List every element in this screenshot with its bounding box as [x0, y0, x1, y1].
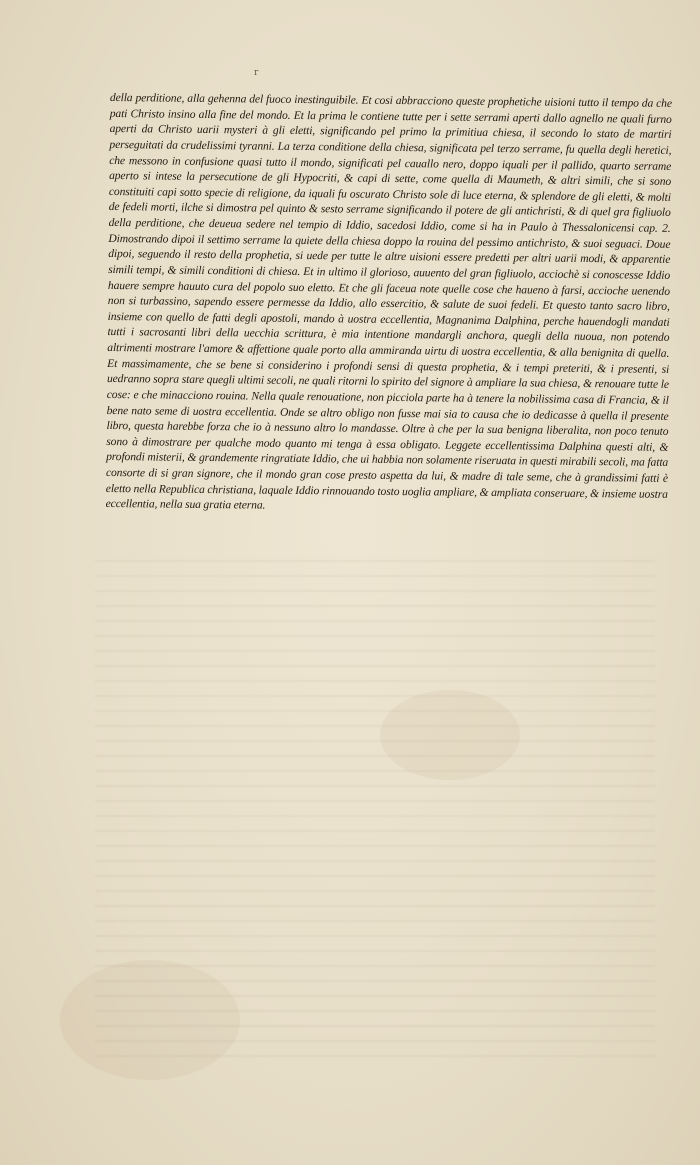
show-through-bleed: [95, 560, 655, 1060]
body-text: della perditione, alla gehenna del fuoco inestinguibile. Et cosi abbracciono queste prophetiche uisioni tutto il tempo da che pati Christo insino alla fine del mondo. Et la prima le contiene tutte per i sette serrami aperti dallo agnello ne quali furno aperti da Christo uarii mysteri à gli eletti, significando pel primo la primitiua chiesa, il secondo lo stato de martiri perseguitati da crudelissimi tyranni. La terza conditione della chiesa, significata pel terzo serrame, fu quella degli heretici, che messono in confusione quasi tutto il mondo, significati pel cauallo nero, doppo iquali per il pallido, quarto serrame aperto si intese la persecutione de gli Hypocriti, & capi di sette, come quella di Maumeth, & altri simili, che si sono constituiti capi sotto specie di religione, da iquali fu oscurato Christo sole di luce eterna, & splendore de gli eletti, & molti de fedeli morti, ilche si dimostra pel quinto & sesto serrame significando il potere de gli antichristi, & di quel gra figliuolo della perditione, che deueua sedere nel tempio di Iddio, sacedosi Iddio, come si ha in Paulo à Thessalonicensi cap. 2. Dimostrando dipoi il settimo serrame la quiete della chiesa doppo la rouina del pessimo antichristo, & suoi seguaci. Doue dipoi, seguendo il resto della prophetia, si uede per tutte le altre uisioni essere predetti per altri uarii modi, & apparentie simili tempi, & simili conditioni di chiesa. Et in ultimo il glorioso, auuento del gran figliuolo, acciochè si conoscesse Iddio hauere sempre hauuto cura del popolo suo eletto. Et che gli faceua note quelle cose che haueno à farsi, accioche uenendo non si turbassino, sapendo essere permesse da Iddio, allo essercitio, & salute de suoi fedeli. Et questo tanto sacro libro, insieme con quello de fatti degli apostoli, mando à uostra eccellentia, Magnanima Dalphina, perche hauendogli mandati tutti i sacrosanti libri della uecchia scrittura, è mia intentione mandargli anchora, quegli della nuoua, non potendo altrimenti mostrare l'amore & affettione quale porto alla ammiranda uirtu di uostra eccellentia, & alla benignita di quella. Et massimamente, che se bene si considerino i profondi sensi di questa prophetia, & i tempi preteriti, & i presenti, si uedranno sopra stare quegli ultimi secoli, ne quali ritorni lo spirito del signore à ampliare la sua chiesa, & renouare tutte le cose: e che minacciono rouina. Nella quale renouatione, non picciola parte ha à tenere la nobilissima casa di Francia, & il bene nato seme di uostra eccellentia. Onde se altro obligo non fusse mai sia to causa che io dedicasse à quella il presente libro, questa harebbe forza che io à nessuno altro lo mandasse. Oltre à che per la sua benigna liberalita, non poco tenuto sono à dimostrare per qualche modo quanto mi tenga à essa obligato. Leggete eccellentissima Dalphina questi alti, & profondi misterii, & grandemente ringratiate Iddio, che ui habbia non solamente riseruata in questi mirabili secoli, ma fatta consorte di si gran signore, che il mondo gran cose presto aspetta da lui, & madre di tale seme, che à grandissimi fatti è eletto nella Republica christiana, laquale Iddio rinnouando tosto uoglia ampliare, & ampliata conseruare, & insieme uostra eccellentia, nella sua gratia eterna.: [105, 91, 672, 512]
signature-mark: r: [254, 68, 259, 78]
